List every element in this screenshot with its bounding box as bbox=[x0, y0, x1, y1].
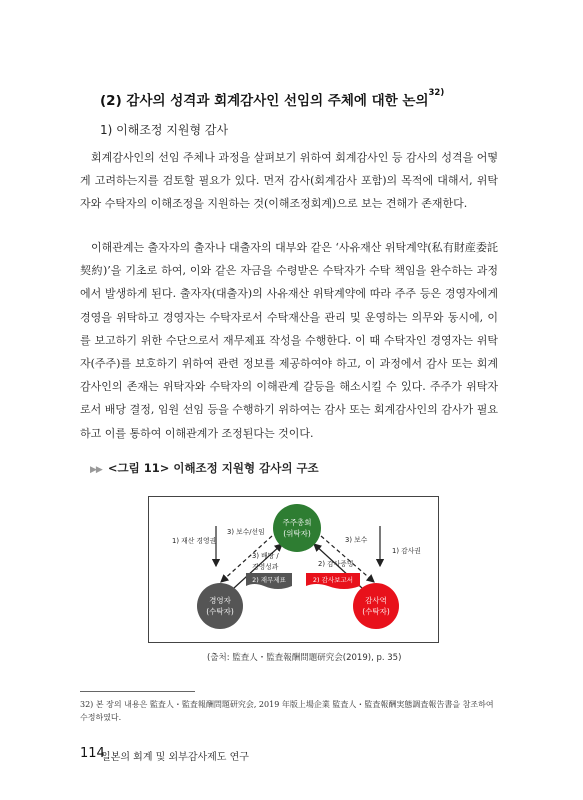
triangle-marker-icon: ▶▶ bbox=[90, 465, 102, 475]
page-number: 114 bbox=[80, 746, 105, 761]
paragraph-text: 이해관계는 출자자의 출자나 대출자의 대부와 같은 ‘사유재산 위탁계약(私有財産委託契約)’을 기초로 하여, 이와 같은 자금을 수령받은 수탁자가 수탁 책임을 완수하는 과정에서 발생하게 된다. 출자자(대출자)의 사유재산 위탁계약에 따라 주주 등은 경영자에게 경영을 위탁하고 경영자는 수탁자로서 수탁재산을 관리 및 운영하는 의무와 동시에, 이를 보고하기 위한 수단으로서 재무제표 작성을 수행한다. 이 때 수탁자인 경영자는 위탁자(주주)를 보호하기 위하여 관련 정보를 제공하여야 하고, 이 과정에서 감사 또는 회계감사인의 존재는 위탁자와 수탁자의 이해관계 갈등을 해소시킬 수 있다. 주주가 위탁자로서 배당 결정, 임원 선임 등을 수행하기 위하여는 감사 또는 회계감사인의 감사가 필요하고 이를 통하여 이해관계가 조정된다는 것이다. bbox=[80, 241, 498, 440]
audit-structure-diagram bbox=[148, 496, 440, 644]
body-paragraph-2 bbox=[80, 236, 498, 445]
footnote-divider bbox=[80, 691, 195, 692]
footnote-text: 32) 본 장의 내용은 監査人・監査報酬問題研究会, 2019 年版上場企業 監査人・監査報酬実態調査報告書을 참조하여 수정하였다. bbox=[80, 700, 494, 722]
auditor-label: 감사역 bbox=[365, 596, 387, 605]
label-audit-report: 2) 감사보고서 bbox=[312, 576, 354, 584]
label-performance: 경영성과 bbox=[252, 563, 279, 571]
body-paragraph-1 bbox=[80, 146, 498, 216]
subsection-title: 1) 이해조정 지원형 감사 bbox=[100, 123, 229, 137]
manager-label: 경영자 bbox=[209, 596, 231, 605]
auditor-role: (수탁자) bbox=[362, 607, 390, 616]
footnote-reference: 32) bbox=[428, 88, 445, 98]
figure-caption-text: <그림 11> 이해조정 지원형 감사의 구조 bbox=[107, 461, 319, 475]
label-audit-proof: 2) 감사증명 bbox=[318, 560, 354, 568]
label-property-rights: 1) 재산 경영권 bbox=[172, 537, 217, 545]
shareholder-circle bbox=[273, 504, 321, 552]
figure-caption bbox=[90, 460, 319, 476]
shareholder-role: (위탁자) bbox=[283, 529, 311, 538]
label-fee: 3) 보수 bbox=[345, 536, 368, 544]
section-heading bbox=[100, 89, 444, 109]
figure-source: (출처: 監査人・監査報酬問題研究会(2019), p. 35) bbox=[207, 653, 402, 663]
label-audit-right: 1) 감사권 bbox=[392, 547, 421, 555]
shareholder-label: 주주총회 bbox=[282, 518, 312, 527]
running-title: 일본의 회계 및 외부감사제도 연구 bbox=[101, 752, 249, 763]
label-fee-election: 3) 보수/선임 bbox=[227, 528, 265, 536]
section-title: (2) 감사의 성격과 회계감사인 선임의 주체에 대한 논의 bbox=[100, 93, 429, 109]
label-dividend: 3) 배당 / bbox=[252, 552, 279, 560]
manager-role: (수탁자) bbox=[206, 607, 234, 616]
auditor-circle bbox=[353, 583, 399, 629]
paragraph-text: 회계감사인의 선임 주체나 과정을 살펴보기 위하여 회계감사인 등 감사의 성격을 어떻게 고려하는지를 검토할 필요가 있다. 먼저 감사(회계감사 포함)의 목적에 대해서, 위탁자와 수탁자의 이해조정을 지원하는 것(이해조정회계)으로 보는 견해가 존재한다. bbox=[80, 151, 498, 211]
manager-circle bbox=[197, 583, 243, 629]
label-financial-statements: 2) 재무제표 bbox=[252, 576, 286, 584]
